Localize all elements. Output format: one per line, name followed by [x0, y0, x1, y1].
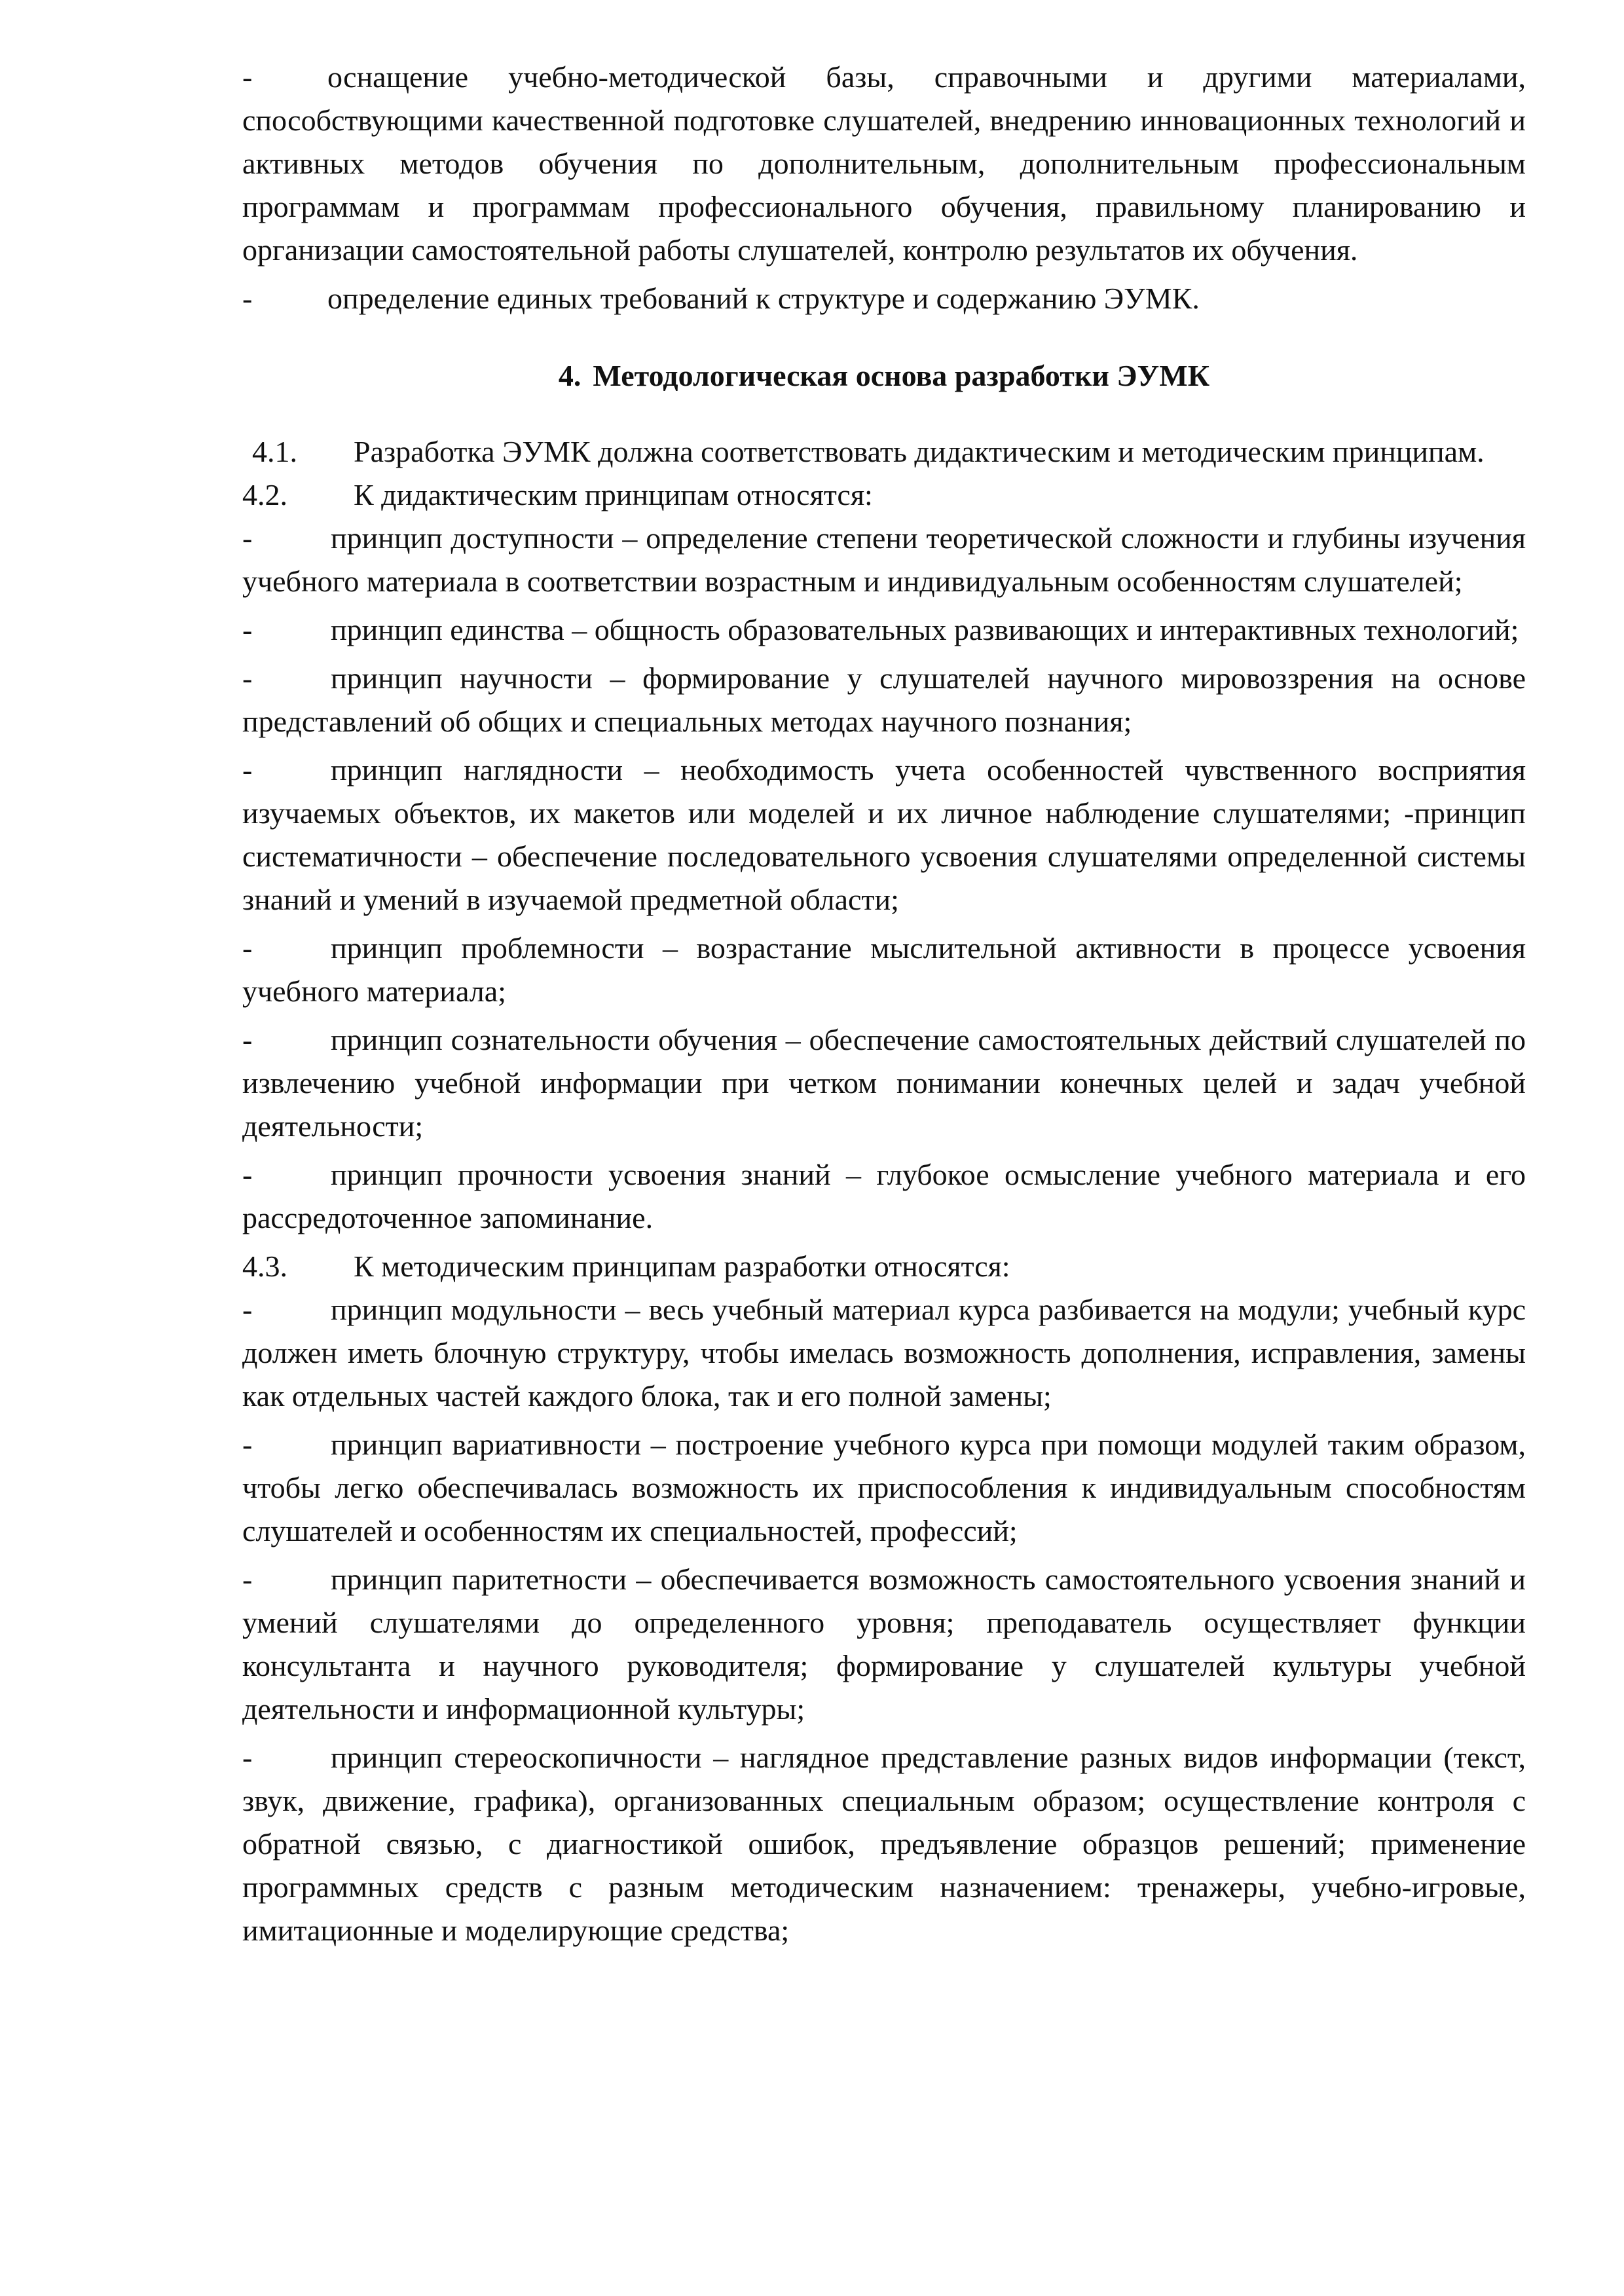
section-title: Методологическая основа разработки ЭУМК: [593, 359, 1210, 392]
didactic-item-text: принцип прочности усвоения знаний – глубокое осмысление учебного материала и его рассредоточенное запоминание.: [242, 1158, 1526, 1234]
intro-item: [242, 277, 1526, 320]
clause-4-2: [242, 473, 1526, 517]
bullet-dash: -: [242, 282, 253, 315]
methodical-item-text: принцип паритетности – обеспечивается возможность самостоятельного усвоения знаний и умений слушателями до определенного уровня; преподаватель осуществляет функции консультанта и научного руководителя; формирование у слушателей культуры учебной деятельности и информационной культуры;: [242, 1563, 1526, 1726]
didactic-item-text: принцип единства – общность образовательных развивающих и интерактивных технологий;: [331, 613, 1519, 646]
didactic-item: [242, 1153, 1526, 1240]
didactic-item: [242, 517, 1526, 603]
document-page: [242, 56, 1526, 1957]
clause-text: Разработка ЭУМК должна соответствовать дидактическим и методическим принципам.: [354, 435, 1485, 468]
clause-number: 4.3.: [242, 1250, 287, 1283]
didactic-item-text: принцип научности – формирование у слушателей научного мировоззрения на основе представлений об общих и специальных методах научного познания;: [242, 661, 1526, 738]
bullet-dash: -: [242, 613, 253, 646]
section-heading: [242, 354, 1526, 398]
didactic-item: [242, 657, 1526, 743]
methodical-item: [242, 1288, 1526, 1418]
bullet-dash: -: [242, 1023, 253, 1056]
bullet-dash: -: [242, 1563, 253, 1596]
bullet-dash: -: [242, 1741, 253, 1774]
bullet-dash: -: [242, 521, 253, 555]
methodical-item: [242, 1558, 1526, 1731]
methodical-item: [242, 1423, 1526, 1553]
didactic-item-text: принцип сознательности обучения – обеспечение самостоятельных действий слушателей по извлечению учебной информации при четком понимании конечных целей и задач учебной деятельности;: [242, 1023, 1526, 1143]
didactic-item: [242, 1018, 1526, 1148]
clause-4-3: [242, 1245, 1526, 1288]
bullet-dash: -: [242, 1428, 253, 1461]
bullet-dash: -: [242, 60, 253, 94]
didactic-item-text: принцип проблемности – возрастание мыслительной активности в процессе усвоения учебного материала;: [242, 931, 1526, 1008]
methodical-item: [242, 1736, 1526, 1952]
methodical-item-text: принцип стереоскопичности – наглядное представление разных видов информации (текст, звук, движение, графика), организованных специальным образом; осуществление контроля с обратной связью, с диагностикой ошибок, предъявление образцов решений; применение программных средств с разным методическим назначением: тренажеры, учебно-игровые, имитационные и моделирующие средства;: [242, 1741, 1526, 1947]
intro-item: [242, 56, 1526, 272]
section-number: 4.: [558, 359, 581, 392]
clause-4-1: [242, 430, 1526, 473]
clause-text: К дидактическим принципам относятся:: [354, 478, 873, 511]
didactic-item: [242, 749, 1526, 921]
bullet-dash: -: [242, 931, 253, 965]
methodical-item-text: принцип модульности – весь учебный материал курса разбивается на модули; учебный курс должен иметь блочную структуру, чтобы имелась возможность дополнения, исправления, замены как отдельных частей каждого блока, так и его полной замены;: [242, 1293, 1526, 1413]
bullet-dash: -: [242, 1293, 253, 1326]
clause-text: К методическим принципам разработки относятся:: [354, 1250, 1010, 1283]
methodical-item-text: принцип вариативности – построение учебного курса при помощи модулей таким образом, чтобы легко обеспечивалась возможность их приспособления к индивидуальным способностям слушателей и особенностям их специальностей, профессий;: [242, 1428, 1526, 1547]
intro-item-text: оснащение учебно-методической базы, справочными и другими материалами, способствующими качественной подготовке слушателей, внедрению инновационных технологий и активных методов обучения по дополнительным, дополнительным профессиональным программам и программам профессионального обучения, правильному планированию и организации самостоятельной работы слушателей, контролю результатов их обучения.: [242, 60, 1526, 267]
clause-number: 4.2.: [242, 478, 287, 511]
didactic-item-text: принцип доступности – определение степени теоретической сложности и глубины изучения учебного материала в соответствии возрастным и индивидуальным особенностям слушателей;: [242, 521, 1526, 598]
bullet-dash: -: [242, 753, 253, 787]
didactic-item-text: принцип наглядности – необходимость учета особенностей чувственного восприятия изучаемых объектов, их макетов или моделей и их личное наблюдение слушателями; -принцип систематичности – обеспечение последовательного усвоения слушателями определенной системы знаний и умений в изучаемой предметной области;: [242, 753, 1526, 916]
didactic-item: [242, 608, 1526, 652]
intro-item-text: определение единых требований к структуре и содержанию ЭУМК.: [327, 282, 1200, 315]
bullet-dash: -: [242, 1158, 253, 1191]
didactic-item: [242, 927, 1526, 1013]
clause-number: 4.1.: [252, 435, 297, 468]
bullet-dash: -: [242, 661, 253, 695]
